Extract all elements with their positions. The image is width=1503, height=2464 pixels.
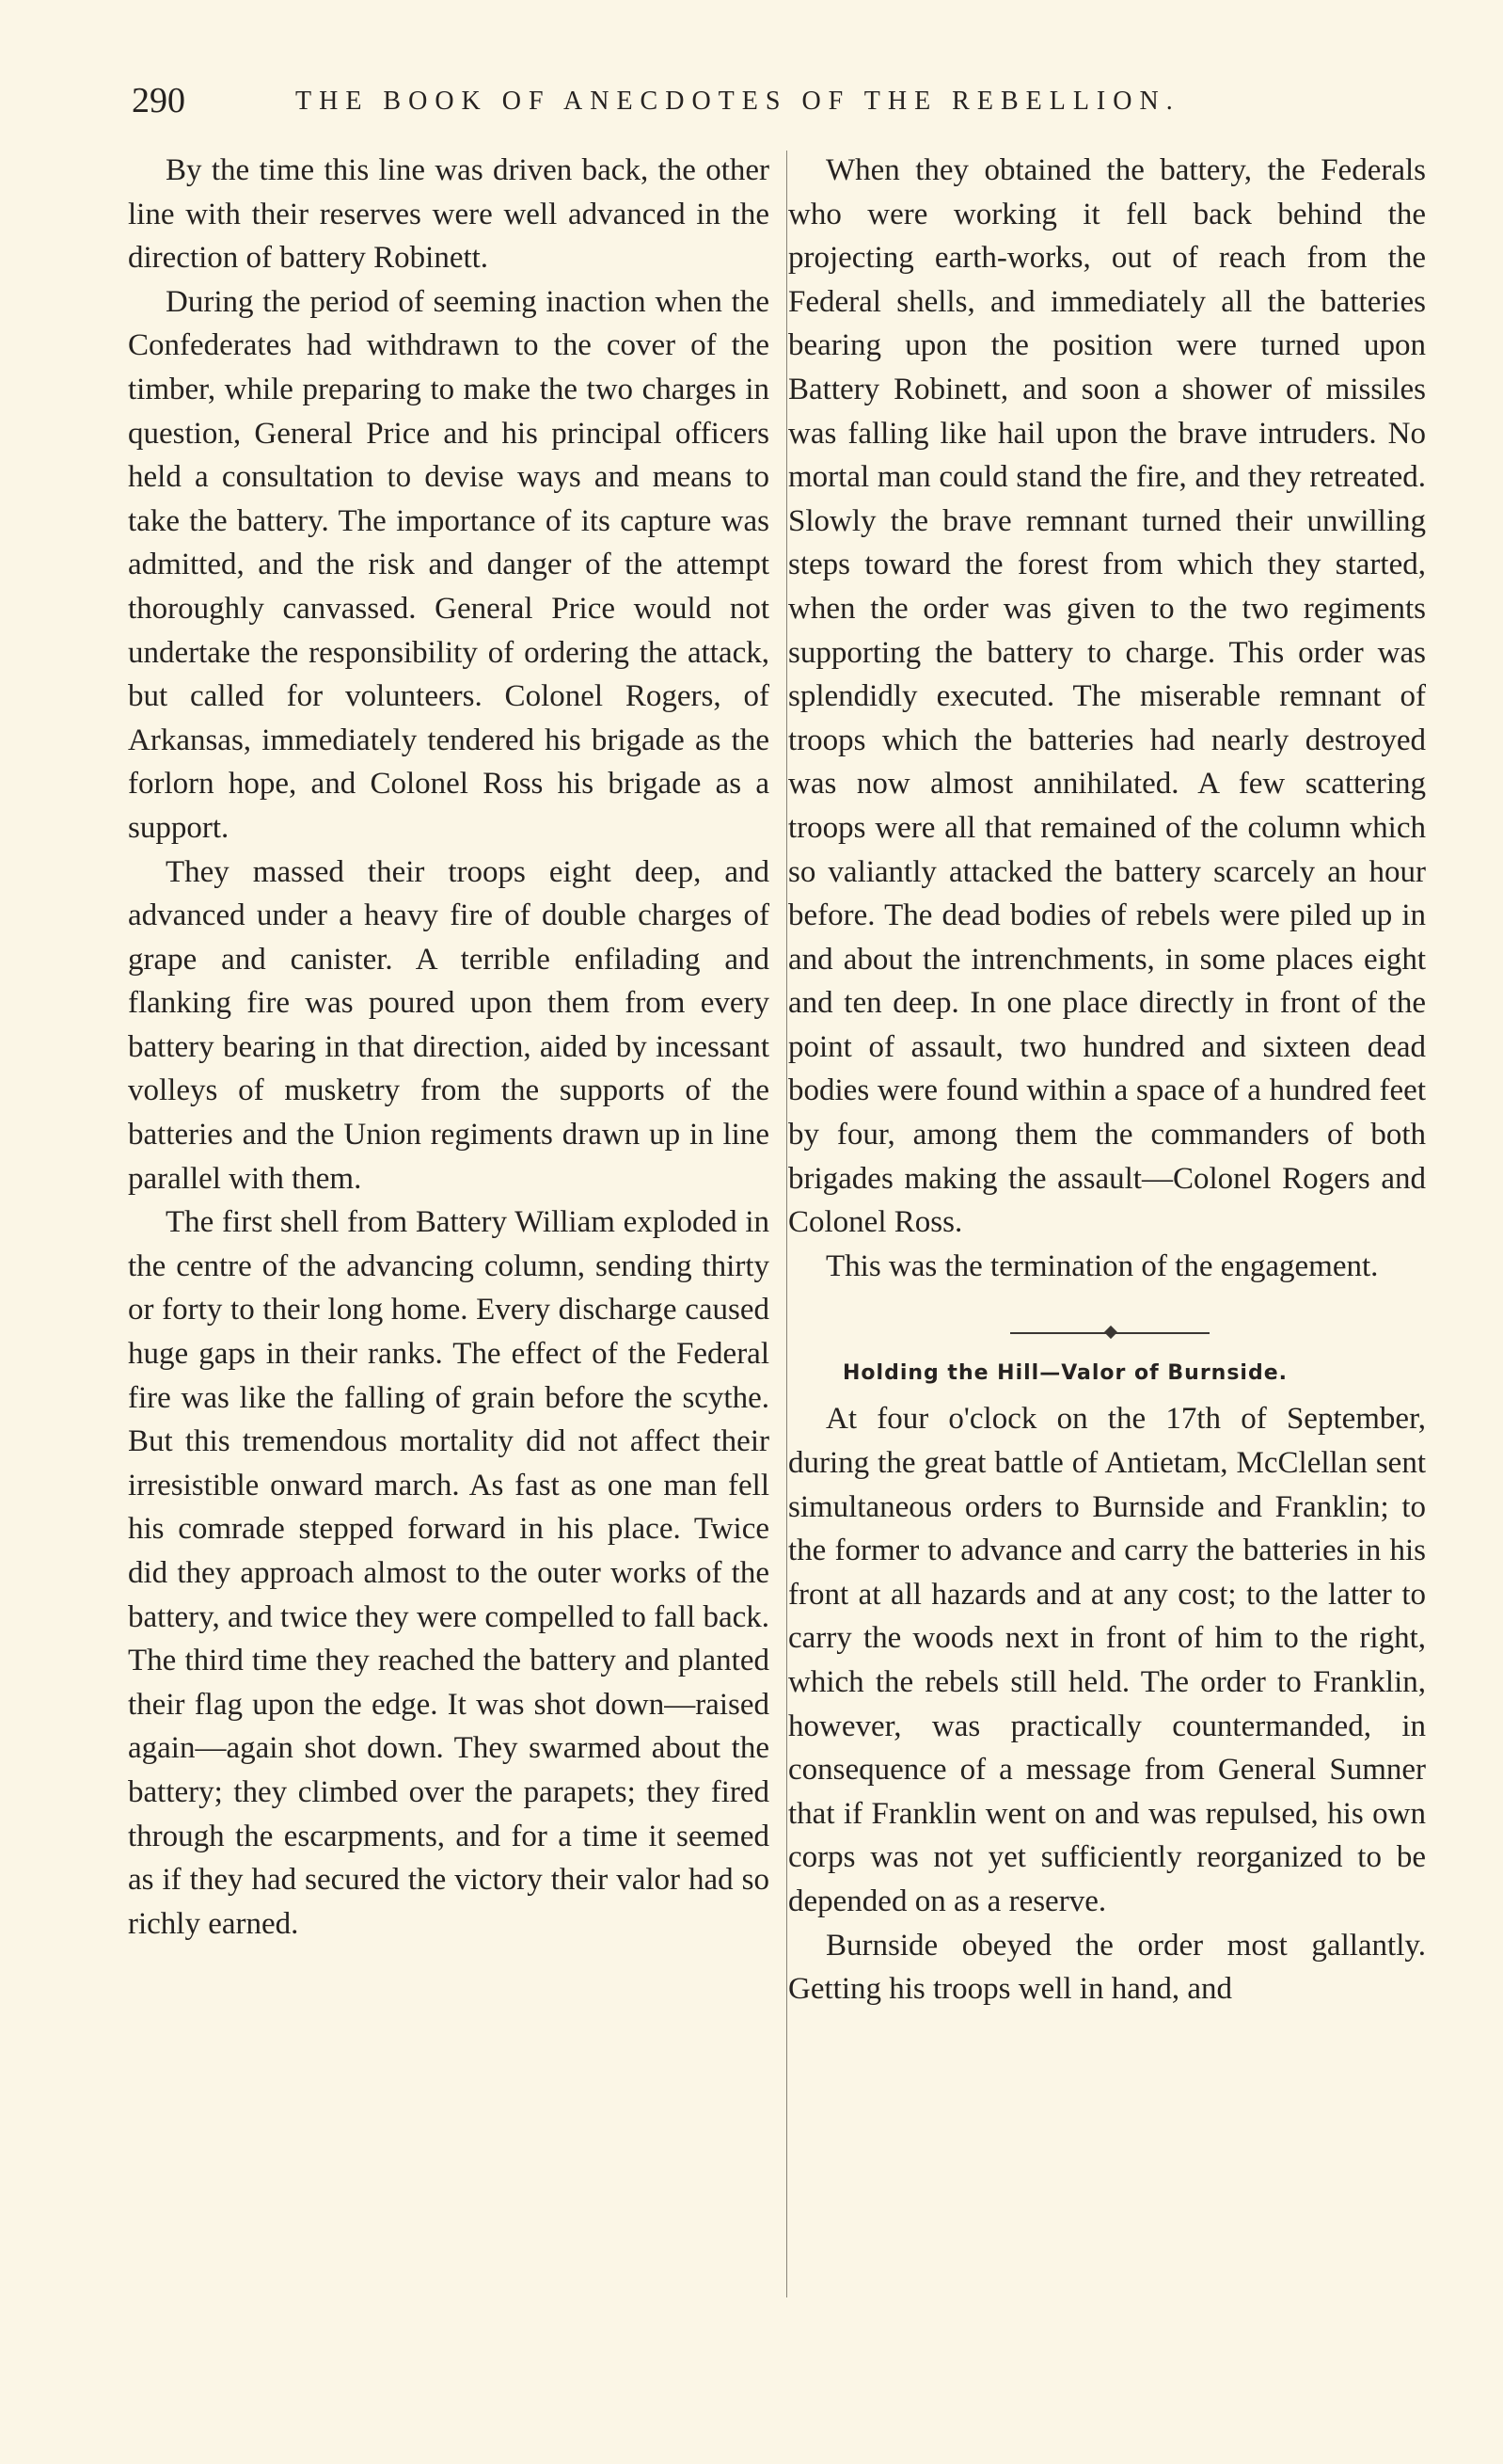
page-number: 290	[132, 81, 185, 120]
paragraph: When they obtained the battery, the Federals who were working it fell back behind the projecting earth-works, out of reach from the Federal shells, and immediately all the batteries bearing upon the position were turned upon Battery Robinett, and soon a shower of missiles was falling like hail upon the brave intruders. No mortal man could stand the fire, and they retreated. Slowly the brave remnant turned their unwilling steps toward the forest from which they started, when the order was given to the two regiments supporting the battery to charge. This order was splendidly executed. The miserable remnant of troops which the batteries had nearly destroyed was now almost annihilated. A few scattering troops were all that remained of the column which so valiantly attacked the battery scarcely an hour before. The dead bodies of rebels were piled up in and about the intrenchments, in some places eight and ten deep. In one place directly in front of the point of assault, two hundred and sixteen dead bodies were found within a space of a hundred feet by four, among them the commanders of both brigades making the assault—Colonel Rogers and Colonel Ross.	[788, 153, 1426, 1240]
left-column	[128, 149, 769, 1946]
section-heading: Holding the Hill—Valor of Burnside.	[843, 1361, 1289, 1386]
paragraph: The first shell from Battery William exploded in the centre of the advancing column, sending thirty or forty to their long home. Every discharge caused huge gaps in their ranks. The effect of the Federal fire was like the falling of grain before the scythe. But this tremendous mortality did not affect their irresistible onward march. As fast as one man fell his comrade stepped forward in his place. Twice did they approach almost to the outer works of the battery, and twice they were compelled to fall back. The third time they reached the battery and planted their flag upon the edge. It was shot down—raised again—again shot down. They swarmed about the battery; they climbed over the parapets; they fired through the escarpments, and for a time it seemed as if they had secured the victory their valor had so richly earned.	[128, 1205, 769, 1941]
running-title: THE BOOK OF ANECDOTES OF THE REBELLION.	[295, 87, 1180, 116]
paragraph: Burnside obeyed the order most gallantly. Getting his troops well in hand, and	[788, 1928, 1426, 2007]
diamond-icon	[1104, 1326, 1117, 1339]
paragraph: This was the termination of the engagement.	[826, 1248, 1379, 1283]
paragraph: During the period of seeming inaction when the Confederates had withdrawn to the cover of the timber, while preparing to make the two charges in question, General Price and his principal officers held a consultation to devise ways and means to take the battery. The importance of its capture was admitted, and the risk and danger of the attempt thoroughly canvassed. General Price would not undertake the responsibility of ordering the attack, but called for volunteers. Colonel Rogers, of Arkansas, immediately tendered his brigade as the forlorn hope, and Colonel Ross his brigade as a support.	[128, 284, 769, 845]
section-ornament	[788, 1297, 1426, 1350]
page-header	[126, 77, 1386, 124]
paragraph: They massed their troops eight deep, and advanced under a heavy fire of double charges of grape and canister. A terrible enfilading and flanking fire was poured upon them from every battery bearing in that direction, aided by incessant volleys of musketry from the supports of the batteries and the Union regiments drawn up in line parallel with them.	[128, 854, 769, 1196]
paragraph: At four o'clock on the 17th of September, during the great battle of Antietam, McClellan sent simultaneous orders to Burnside and Franklin; to the former to advance and carry the batteries in his front at all hazards and at any cost; to the latter to carry the woods next in front of him to the right, which the rebels still held. The order to Franklin, however, was practically countermanded, in consequence of a message from General Sumner that if Franklin went on and was repulsed, his own corps was not yet sufficiently reorganized to be depended on as a reserve.	[788, 1402, 1426, 1918]
right-column	[788, 149, 1426, 2011]
column-divider	[786, 151, 787, 2297]
paragraph: By the time this line was driven back, the other line with their reserves were well advanced in the direction of battery Robinett.	[128, 153, 769, 276]
